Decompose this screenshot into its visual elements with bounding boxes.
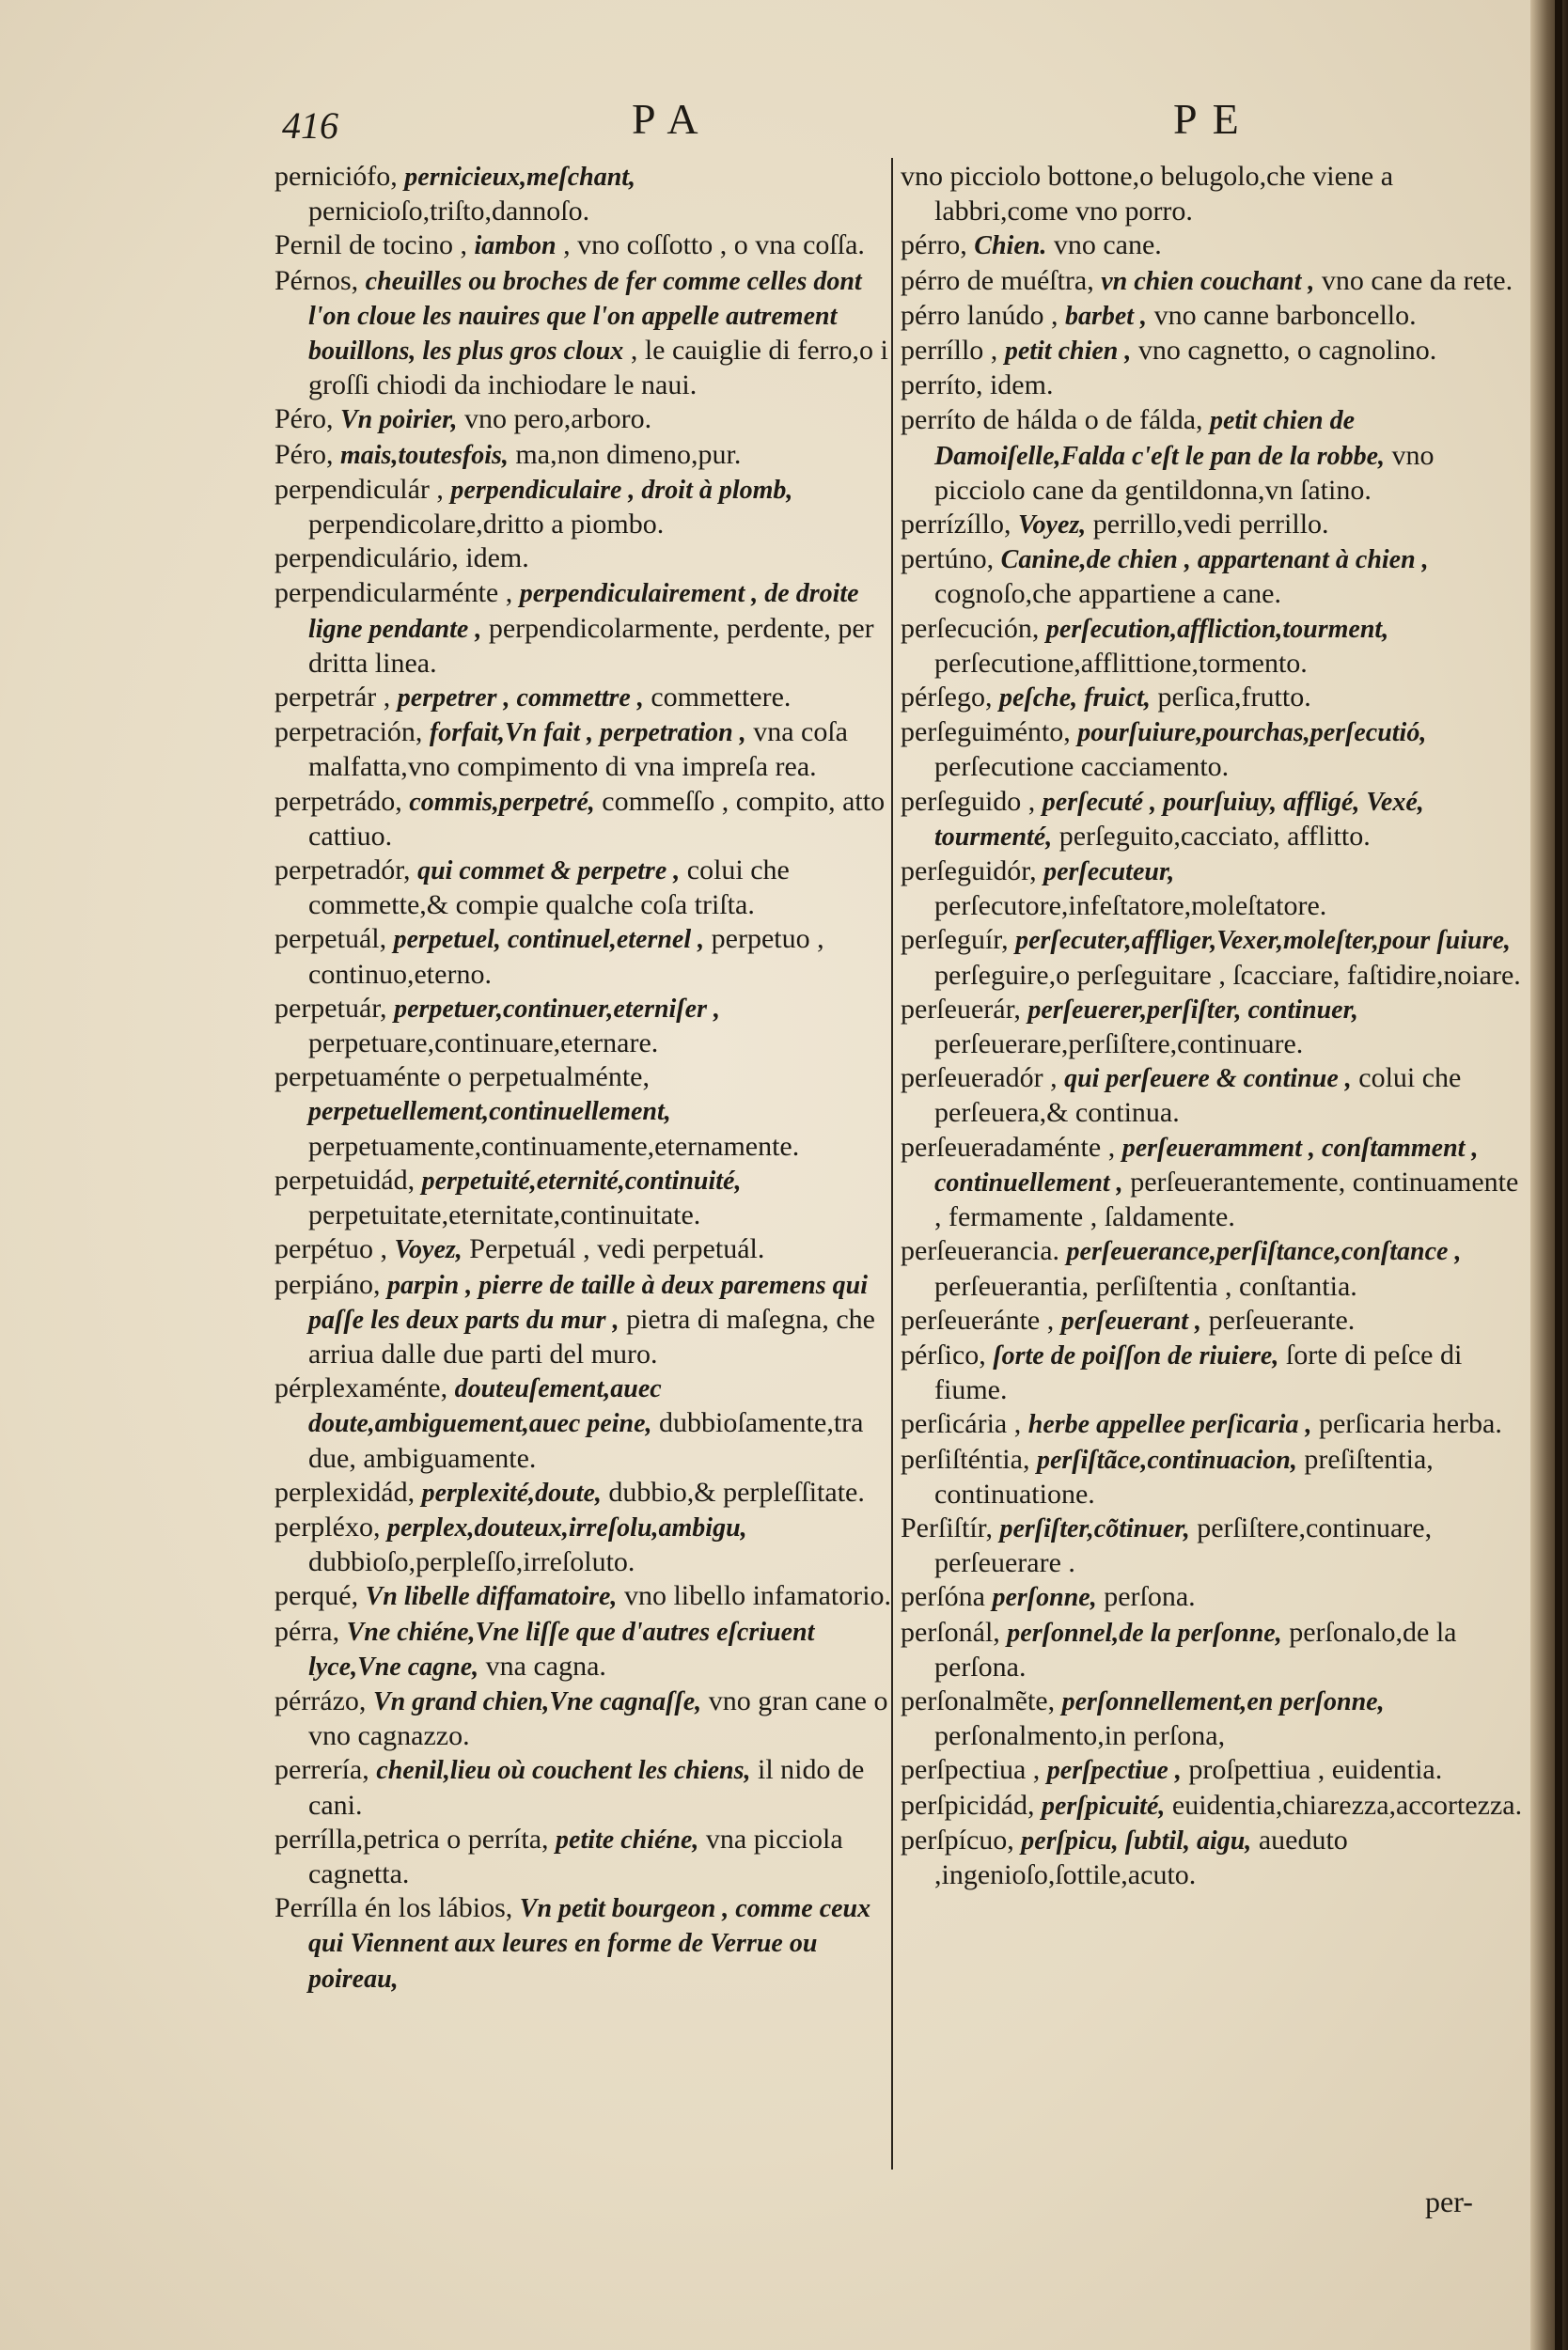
entry-french-gloss: perſeuerer,perſiſter, continuer, <box>1027 995 1358 1025</box>
dictionary-entry <box>901 612 1527 681</box>
entry-italian-gloss: perſeuerantemente, continuamente , fermamente , ſaldamente. <box>934 1166 1519 1233</box>
entry-french-gloss: perſeuerant , <box>1060 1306 1202 1336</box>
dictionary-entry <box>274 681 893 715</box>
entry-french-gloss: perſecution,affliction,tourment, <box>1045 614 1389 644</box>
entry-french-gloss: perpendiculaire , droit à plomb, <box>450 475 793 505</box>
dictionary-entry <box>901 681 1527 715</box>
entry-headword: pérplexaménte, <box>274 1372 448 1404</box>
page-gutter-shadow <box>1530 0 1568 2350</box>
entry-italian-gloss: proſpettiua , euidentia. <box>1188 1754 1443 1786</box>
entry-headword: perſeuerancia. <box>901 1235 1060 1267</box>
entry-headword: perpetradór, <box>274 854 411 886</box>
entry-french-gloss: Vne chiéne,Vne liſſe que d'autres eſcriuent lyce,Vne cagne, <box>308 1617 815 1682</box>
entry-headword: perpléxo, <box>274 1511 381 1543</box>
entry-french-gloss: perſecuteur, <box>1043 857 1175 887</box>
entry-headword: pérſico, <box>901 1339 986 1371</box>
dictionary-entry <box>901 1580 1527 1615</box>
entry-italian-gloss: perpetuo , continuo,eterno. <box>308 923 824 990</box>
right-column-title: PE <box>1173 95 1254 143</box>
entry-headword: pérro de muéſtra, <box>901 264 1094 296</box>
entry-headword: perpetrár , <box>274 682 391 713</box>
dictionary-entry <box>901 1512 1527 1580</box>
entry-headword: perpendiculário, <box>274 542 459 574</box>
entry-italian-gloss: perſecutione,afflittione,tormento. <box>934 647 1308 679</box>
entry-italian-gloss: perſecutione cacciamento. <box>934 751 1230 783</box>
entry-headword: perſpectiua , <box>901 1754 1041 1786</box>
entry-french-gloss: mais,toutesfois, <box>340 440 509 470</box>
entry-italian-gloss: perpendicolare,dritto a piombo. <box>308 509 665 540</box>
page-number: 416 <box>282 104 338 147</box>
entry-italian-gloss: vna picciola cagnetta. <box>308 1823 843 1889</box>
entry-headword: perrízíllo, <box>901 509 1011 540</box>
entry-french-gloss: barbet , <box>1064 301 1148 331</box>
catchword: per- <box>1425 2185 1473 2218</box>
entry-french-gloss: herbe appellee perſicaria , <box>1027 1410 1312 1440</box>
entry-headword: perrílla,petrica o perríta, <box>274 1823 549 1855</box>
entry-headword: pérro, <box>901 229 967 261</box>
entry-headword: perrería, <box>274 1754 369 1786</box>
entry-french-gloss: perpetuité,eternité,continuité, <box>421 1166 742 1196</box>
entry-italian-gloss: dubbioſo,perpleſſo,irreſoluto. <box>308 1546 635 1578</box>
dictionary-entry <box>274 438 893 473</box>
entry-headword: pérro lanúdo , <box>901 299 1058 331</box>
dictionary-entry <box>274 1060 893 1164</box>
dictionary-entry <box>274 1579 893 1614</box>
entry-italian-gloss: vno cagnetto, o cagnolino. <box>1137 335 1437 367</box>
dictionary-entry <box>901 368 1527 403</box>
entry-headword: perſeueránte , <box>901 1304 1055 1336</box>
entry-italian-gloss: perpetuitate,eternitate,continuitate. <box>308 1199 701 1231</box>
entry-italian-gloss: commeſſo , compito, atto cattiuo. <box>308 785 886 852</box>
entry-french-gloss: forfait,Vn fait , perpetration , <box>429 718 746 748</box>
dictionary-entry <box>274 1891 893 1997</box>
entry-italian-gloss: colui che commette,& compie qualche coſa triſta. <box>308 854 790 921</box>
entry-italian-gloss: idem. <box>465 542 529 574</box>
entry-french-gloss: Vn grand chien,Vne cagnaſſe, <box>372 1686 702 1716</box>
entry-french-gloss: perſiſtãce,continuacion, <box>1036 1445 1297 1475</box>
entry-headword: perplexidád, <box>274 1476 416 1508</box>
entry-french-gloss: iambon <box>474 231 557 261</box>
entry-italian-gloss: perpendicolarmente, perdente, per dritta linea. <box>308 612 874 679</box>
entry-headword: perſeguír, <box>901 924 1009 956</box>
dictionary-entry <box>274 264 893 403</box>
entry-italian-gloss: cognoſo,che appartiene a cane. <box>934 578 1281 610</box>
dictionary-entry <box>901 1407 1527 1442</box>
entry-italian-gloss: perpetuare,continuare,eternare. <box>308 1027 659 1059</box>
dictionary-entry <box>901 160 1527 228</box>
entry-italian-gloss: perſeguire,o perſeguitare , ſcacciare, faſtidire,noiare. <box>934 959 1521 991</box>
entry-italian-gloss: ma,non dimeno,pur. <box>515 438 742 470</box>
entry-headword: pérſego, <box>901 682 993 713</box>
entry-headword: perpetuál, <box>274 923 387 955</box>
entry-italian-gloss: perſecutore,infeſtatore,moleſtatore. <box>934 890 1327 922</box>
entry-headword: Péro, <box>274 438 334 470</box>
dictionary-entry <box>274 160 893 228</box>
entry-headword: perpetuidád, <box>274 1164 416 1196</box>
entry-headword: perpendiculár , <box>274 473 444 505</box>
entry-headword: perſeuerár, <box>901 993 1021 1025</box>
entry-italian-gloss: vno canne barboncello. <box>1153 299 1417 331</box>
entry-french-gloss: chenil,lieu où couchent les chiens, <box>376 1756 751 1786</box>
dictionary-entry <box>901 1789 1527 1824</box>
entry-french-gloss: perſecuter,affliger,Vexer,moleſter,pour ſuiure, <box>1015 926 1511 956</box>
entry-headword: perríllo , <box>901 335 998 367</box>
entry-italian-gloss: perſeuerare,perſiſtere,continuare. <box>934 1028 1304 1060</box>
entry-french-gloss: perſeuerance,perſiſtance,conſtance , <box>1066 1237 1462 1267</box>
entry-italian-gloss: il nido de cani. <box>308 1754 865 1821</box>
entry-french-gloss: perpetrer , commettre , <box>397 683 644 713</box>
entry-french-gloss: ſorte de poiſſon de riuiere, <box>993 1340 1279 1371</box>
dictionary-entry <box>901 923 1527 992</box>
dictionary-entry <box>274 473 893 541</box>
entry-headword: perſecución, <box>901 612 1040 644</box>
dictionary-entry <box>901 403 1527 508</box>
entry-french-gloss: perpetuellement,continuellement, <box>308 1097 671 1127</box>
entry-french-gloss: qui commet & perpetre , <box>417 856 681 886</box>
entry-italian-gloss: commettere. <box>651 682 792 713</box>
dictionary-entry <box>901 1616 1527 1684</box>
entry-french-gloss: vn chien couchant , <box>1101 266 1315 296</box>
entry-italian-gloss: perrillo,vedi perrillo. <box>1092 509 1329 540</box>
entry-headword: perniciófo, <box>274 161 398 192</box>
entry-headword: perpiáno, <box>274 1268 381 1300</box>
entry-headword: Pérnos, <box>274 264 359 296</box>
entry-french-gloss: petit chien , <box>1004 337 1132 367</box>
entry-italian-gloss: perpetuamente,continuamente,eternamente. <box>308 1130 800 1162</box>
entry-french-gloss: perſpicu, ſubtil, aigu, <box>1021 1825 1252 1856</box>
entry-headword: Pernil de tocino , <box>274 229 467 261</box>
entry-headword: pérra, <box>274 1615 340 1647</box>
entry-italian-gloss: perſeguito,cacciato, afflitto. <box>1058 820 1371 852</box>
dictionary-entry <box>274 402 893 437</box>
entry-french-gloss: perplexité,doute, <box>421 1478 602 1508</box>
right-column <box>901 160 1527 2265</box>
entry-italian-gloss: , le cauiglie di ferro,o i groſſi chiodi da inchiodare le naui. <box>308 335 888 401</box>
entry-headword: perſonalmẽte, <box>901 1684 1056 1716</box>
dictionary-entry <box>901 1234 1527 1303</box>
entry-italian-gloss: dubbio,& perpleſſitate. <box>608 1476 865 1508</box>
entry-headword: pertúno, <box>901 543 995 575</box>
entry-headword: perſeueradaménte , <box>901 1131 1116 1163</box>
entry-french-gloss: pourſuiure,pourchas,perſecutió, <box>1077 718 1427 748</box>
entry-french-gloss: perpetuel, continuel,eternel , <box>393 925 705 955</box>
entry-headword: perſonál, <box>901 1616 1000 1648</box>
entry-italian-gloss: dubbioſamente,tra due, ambiguamente. <box>308 1407 864 1474</box>
entry-italian-gloss: ſorte di peſce di fiume. <box>934 1339 1463 1406</box>
dictionary-entry <box>901 993 1527 1061</box>
dictionary-entry <box>274 1511 893 1579</box>
book-spine <box>1555 0 1562 2350</box>
entry-italian-gloss: idem. <box>989 369 1054 401</box>
entry-french-gloss: perpetuer,continuer,eterniſer , <box>394 994 720 1024</box>
dictionary-entry <box>901 785 1527 854</box>
entry-headword: perqué, <box>274 1580 359 1612</box>
entry-french-gloss: perſpectiue , <box>1046 1756 1182 1786</box>
dictionary-entry <box>901 1443 1527 1512</box>
entry-headword: perſóna <box>901 1581 985 1613</box>
dictionary-entry <box>274 541 893 576</box>
entry-italian-gloss: vno picciolo cane da gentildonna,vn ſatino. <box>934 439 1435 506</box>
dictionary-entry <box>274 576 893 681</box>
dictionary-entry <box>274 1164 893 1232</box>
entry-italian-gloss: euidentia,chiarezza,accortezza. <box>1171 1789 1523 1821</box>
entry-italian-gloss: vno libello infamatorio. <box>623 1580 892 1612</box>
dictionary-entry <box>901 1753 1527 1788</box>
dictionary-entry <box>274 1753 893 1822</box>
dictionary-entry <box>901 715 1527 784</box>
entry-headword: Péro, <box>274 403 334 435</box>
entry-headword: perſeguidór, <box>901 855 1037 887</box>
entry-headword: perpétuo , <box>274 1233 387 1265</box>
entry-french-gloss: perſonne, <box>992 1583 1097 1613</box>
entry-headword: Perrílla én los lábios, <box>274 1892 513 1924</box>
dictionary-entry <box>274 1476 893 1511</box>
dictionary-entry <box>901 1061 1527 1130</box>
entry-french-gloss: Voyez, <box>1017 510 1087 540</box>
entry-headword: perſpicidád, <box>901 1789 1035 1821</box>
dictionary-entry <box>901 334 1527 368</box>
dictionary-entry <box>901 1684 1527 1753</box>
entry-italian-gloss: Perpetuál , vedi perpetuál. <box>469 1233 765 1265</box>
dictionary-entry <box>901 299 1527 334</box>
dictionary-entry <box>274 715 893 784</box>
entry-italian-gloss: preſiſtentia, continuatione. <box>934 1443 1434 1510</box>
entry-italian-gloss: vno cane da rete. <box>1321 264 1513 296</box>
entry-italian-gloss: pernicioſo,triſto,dannoſo. <box>308 196 590 227</box>
entry-italian-gloss: colui che perſeuera,& continua. <box>934 1062 1462 1129</box>
entry-italian-gloss: vno pero,arboro. <box>463 403 652 435</box>
dictionary-entry <box>274 1684 893 1753</box>
entry-french-gloss: perſonnellement,en perſonne, <box>1061 1686 1385 1716</box>
entry-italian-gloss: vna coſa malfatta,vno compimento di vna impreſa rea. <box>308 716 848 783</box>
entry-italian-gloss: , vno coſſotto , o vna coſſa. <box>563 229 865 261</box>
dictionary-entry <box>901 228 1527 263</box>
entry-italian-gloss: vno picciolo bottone,o belugolo,che viene a labbri,come vno porro. <box>901 161 1394 227</box>
entry-headword: perſiſténtia, <box>901 1443 1030 1475</box>
entry-french-gloss: petite chiéne, <box>556 1825 699 1855</box>
entry-italian-gloss: perſiſtere,continuare, perſeuerare . <box>934 1512 1433 1579</box>
entry-italian-gloss: vno cane. <box>1053 229 1162 261</box>
entry-headword: perſeguido , <box>901 785 1036 817</box>
entry-french-gloss: pernicieux,meſchant, <box>404 163 636 192</box>
dictionary-entry <box>274 1371 893 1476</box>
entry-headword: perpetuár, <box>274 992 387 1024</box>
entry-headword: pérrázo, <box>274 1684 367 1716</box>
entry-italian-gloss: perſeuerantia, perſiſtentia , conſtantia. <box>934 1270 1357 1302</box>
entry-italian-gloss: perſonalmento,in perſona, <box>934 1720 1226 1752</box>
entry-french-gloss: perpendiculairement , de droite ligne pendante , <box>308 579 859 644</box>
dictionary-entry <box>274 854 893 922</box>
dictionary-entry <box>901 1339 1527 1407</box>
entry-french-gloss: Vn poirier, <box>340 405 458 435</box>
entry-italian-gloss: perſona. <box>1104 1581 1196 1613</box>
entry-italian-gloss: pietra di maſegna, che arriua dalle due parti del muro. <box>308 1303 875 1370</box>
entry-french-gloss: parpin , pierre de taille à deux paremens qui paſſe les deux parts du mur , <box>308 1270 868 1335</box>
entry-italian-gloss: perſicaria herba. <box>1318 1408 1502 1440</box>
dictionary-entry <box>901 542 1527 611</box>
entry-french-gloss: Voyez, <box>394 1235 463 1265</box>
entry-headword: perſeueradór , <box>901 1062 1058 1094</box>
entry-headword: perpetración, <box>274 716 423 748</box>
entry-french-gloss: Chien. <box>974 231 1047 261</box>
dictionary-entry <box>901 264 1527 299</box>
entry-french-gloss: perſeueramment , conſtamment , continuellement , <box>934 1133 1479 1198</box>
entry-french-gloss: perſiſter,cõtinuer, <box>999 1513 1190 1543</box>
dictionary-entry <box>274 785 893 854</box>
dictionary-entry <box>274 228 893 263</box>
entry-french-gloss: qui perſeuere & continue , <box>1064 1064 1352 1094</box>
entry-french-gloss: Canine,de chien , appartenant à chien , <box>1000 545 1429 575</box>
entry-french-gloss: perplex,douteux,irreſolu,ambigu, <box>386 1512 747 1543</box>
entry-headword: perſpícuo, <box>901 1824 1014 1856</box>
dictionary-entry <box>274 992 893 1060</box>
dictionary-entry <box>274 1615 893 1684</box>
dictionary-entry <box>274 1232 893 1267</box>
dictionary-entry <box>901 1304 1527 1339</box>
entry-french-gloss: perſpicuité, <box>1041 1791 1166 1821</box>
dictionary-entry <box>274 922 893 991</box>
entry-french-gloss: perſecuté , pourſuiuy, affligé, Vexé, tourmenté, <box>934 787 1424 852</box>
entry-italian-gloss: vna cagna. <box>485 1650 606 1682</box>
entry-headword: perríto de hálda o de fálda, <box>901 404 1203 436</box>
entry-italian-gloss: perſica,frutto. <box>1157 682 1311 713</box>
entry-italian-gloss: perſonalo,de la perſona. <box>934 1616 1457 1683</box>
entry-french-gloss: cheuilles ou broches de fer comme celles dont l'on cloue les nauires que l'on appelle autrement bouillons, les plus gros cloux <box>308 266 862 367</box>
entry-french-gloss: Vn libelle diffamatoire, <box>365 1582 618 1612</box>
entry-french-gloss: perſonnel,de la perſonne, <box>1007 1618 1282 1648</box>
entry-headword: perpetuaménte o perpetualménte, <box>274 1061 650 1093</box>
dictionary-entry <box>901 1131 1527 1235</box>
dictionary-entry <box>901 854 1527 923</box>
left-column-title: PA <box>632 95 713 143</box>
left-column <box>274 160 893 2265</box>
entry-headword: perſicária , <box>901 1408 1022 1440</box>
dictionary-entry <box>274 1823 893 1891</box>
entry-headword: Perſiſtír, <box>901 1512 993 1543</box>
entry-headword: perſeguiménto, <box>901 716 1071 748</box>
dictionary-entry <box>901 1824 1527 1892</box>
entry-italian-gloss: perſeuerante. <box>1208 1304 1356 1336</box>
dictionary-entry <box>901 508 1527 542</box>
running-header <box>282 94 1551 150</box>
entry-french-gloss: Vn petit bourgeon , comme ceux qui Viennent aux leures en forme de Verrue ou poireau, <box>308 1894 871 1994</box>
entry-french-gloss: douteuſement,auec doute,ambiguement,auec peine, <box>308 1374 662 1439</box>
entry-italian-gloss: vno gran cane o vno cagnazzo. <box>308 1684 888 1752</box>
entry-french-gloss: petit chien de Damoiſelle,Falda c'eſt le pan de la robbe, <box>934 406 1386 471</box>
dictionary-entry <box>274 1268 893 1372</box>
entry-headword: perpendicularménte , <box>274 577 513 609</box>
entry-french-gloss: peſche, fruict, <box>998 683 1151 713</box>
entry-headword: perpetrádo, <box>274 785 402 817</box>
entry-italian-gloss: aueduto ,ingenioſo,ſottile,acuto. <box>934 1824 1348 1890</box>
entry-french-gloss: commis,perpetré, <box>409 787 595 817</box>
entry-headword: perríto, <box>901 369 983 401</box>
